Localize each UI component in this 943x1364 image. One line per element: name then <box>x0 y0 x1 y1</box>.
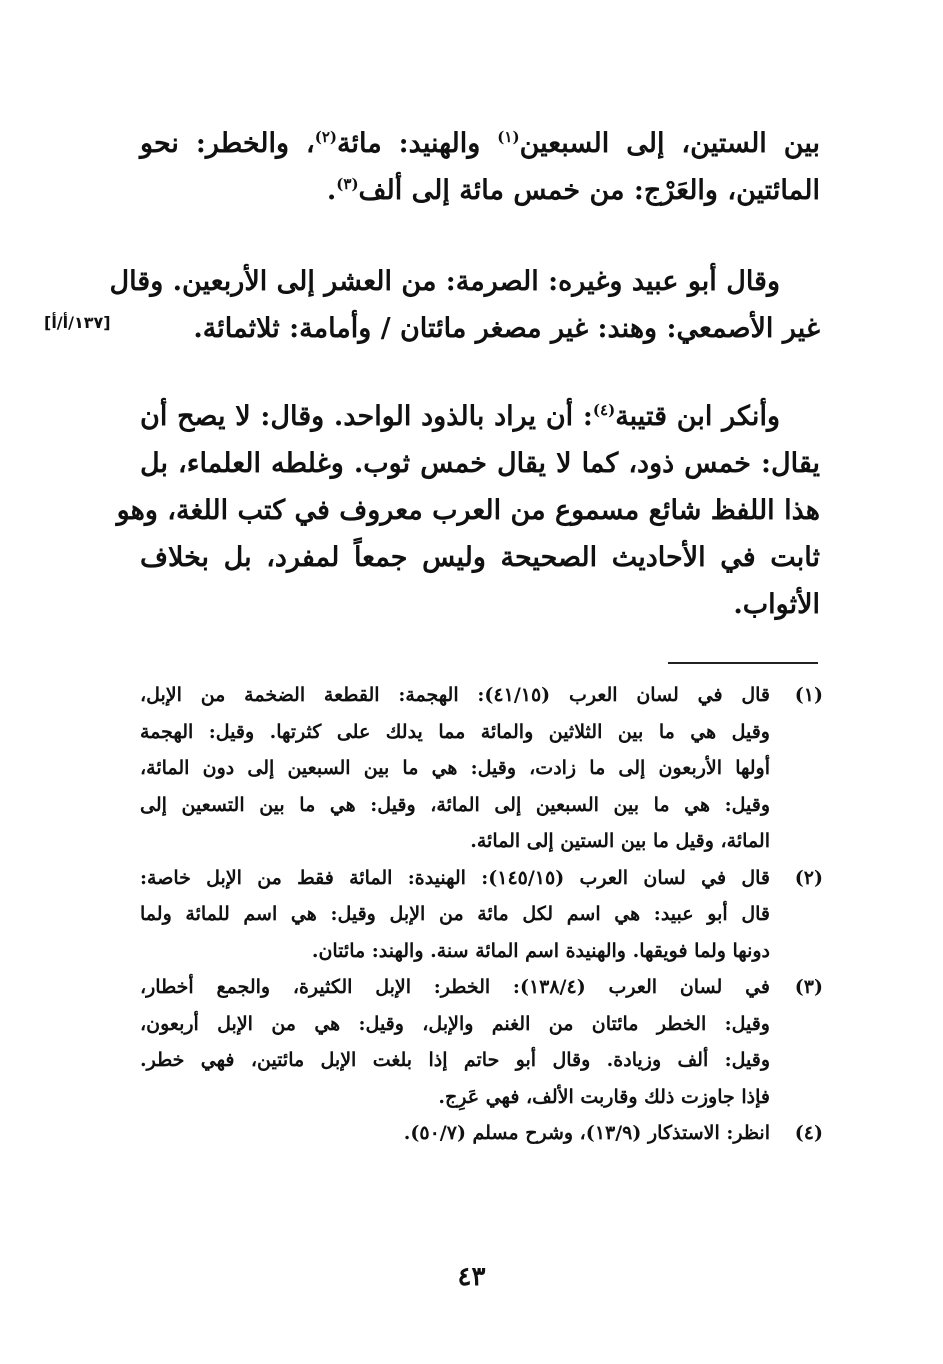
footnote-line: قال في لسان العرب (٤١/١٥): الهجمة: القطعة الضخمة من الإبل، <box>140 684 771 706</box>
footnote-line: قال أبو عبيد: هي اسم لكل مائة من الإبل وقيل: هي اسم للمائة ولما <box>140 903 770 925</box>
paragraph-1 <box>140 120 820 214</box>
footnote-number: (١) <box>794 684 823 706</box>
footnote-ref-4[interactable]: (٤) <box>592 401 616 419</box>
footnote-line: فإذا جاوزت ذلك وقاربت الألف، فهي عَرِج. <box>438 1085 770 1108</box>
footnote-line: وقيل هي ما بين الثلاثين والمائة مما يدلك على كثرتها. وقيل: الهجمة <box>140 720 770 743</box>
footnote-line: وقيل: هي ما بين السبعين إلى المائة، وقيل: هي ما بين التسعين إلى <box>140 793 770 816</box>
footnote-line: وقيل: الخطر مائتان من الغنم والإبل، وقيل: هي من الإبل أربعون، <box>140 1012 770 1035</box>
footnote-3 <box>140 969 823 1115</box>
footnote-line: انظر: الاستذكار (١٣/٩)، وشرح مسلم (٥٠/٧). <box>403 1122 770 1144</box>
page-number: ٤٣ <box>457 1262 486 1292</box>
footnote-separator <box>668 662 818 664</box>
paragraph-line: وأنكر ابن قتيبة$^{(٤)}$: أن يراد بالذود الواحد. وقال: لا يصح أن <box>140 401 780 432</box>
paragraph-line: الأثواب. <box>733 589 820 620</box>
paragraph-2 <box>109 258 820 352</box>
footnote-1 <box>140 677 823 860</box>
footnote-4 <box>140 1115 823 1152</box>
footnotes <box>140 677 823 1152</box>
footnote-ref-3[interactable]: (٣) <box>336 175 359 193</box>
footnote-line: أولها الأربعون إلى ما زادت، وقيل: هي ما بين السبعين إلى دون المائة، <box>140 757 770 779</box>
footnote-ref-1[interactable]: (١) <box>497 128 520 146</box>
footnote-line: وقيل: ألف وزيادة. وقال أبو حاتم إذا بلغت الإبل مائتين، فهي خطر. <box>140 1049 770 1071</box>
paragraph-line: يقال: خمس ذود، كما لا يقال خمس ثوب. وغلطه العلماء، بل <box>140 448 820 479</box>
paragraph-line: هذا اللفظ شائع مسموع من العرب معروف في كتب اللغة، وهو <box>116 495 820 526</box>
footnote-line: المائة، وقيل ما بين الستين إلى المائة. <box>470 830 770 852</box>
footnote-2 <box>140 860 823 970</box>
footnote-line: دونها ولما فويقها. والهنيدة اسم المائة سنة. والهند: مائتان. <box>311 939 770 962</box>
paragraph-3 <box>116 393 820 628</box>
paragraph-line: المائتين، والعَرْج: من خمس مائة إلى ألف$^{(٣)}$. <box>326 175 820 206</box>
footnote-ref-2[interactable]: (٢) <box>314 128 338 146</box>
paragraph-line: بين الستين، إلى السبعين$^{(١)}$ والهنيد: مائة$^{(٢)}$، والخطر: نحو <box>140 128 820 159</box>
manuscript-folio-reference: [١٣٧/أ/أ] <box>44 313 111 332</box>
paragraph-line: غير الأصمعي: وهند: غير مصغر مائتان / وأمامة: ثلاثمائة. <box>193 313 820 344</box>
footnote-number: (٤) <box>794 1122 823 1144</box>
footnote-line: في لسان العرب (١٣٨/٤): الخطر: الإبل الكثيرة، والجمع أخطار، <box>140 976 770 998</box>
footnote-number: (٣) <box>794 976 823 998</box>
footnote-number: (٢) <box>794 866 823 889</box>
paragraph-line: ثابت في الأحاديث الصحيحة وليس جمعاً لمفرد، بل بخلاف <box>140 542 820 573</box>
paragraph-line: وقال أبو عبيد وغيره: الصرمة: من العشر إلى الأربعين. وقال <box>109 266 780 297</box>
footnote-line: قال في لسان العرب (١٤٥/١٥): الهنيدة: المائة فقط من الإبل خاصة: <box>140 866 770 889</box>
